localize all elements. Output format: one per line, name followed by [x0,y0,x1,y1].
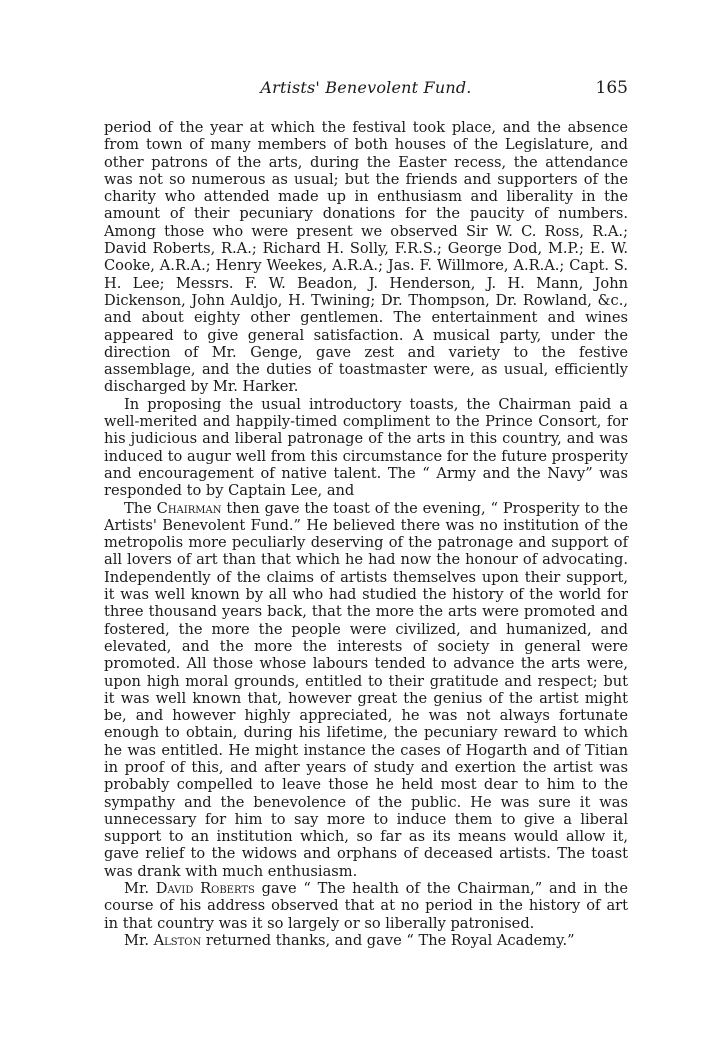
paragraph [104,932,628,949]
body-text [104,119,628,949]
paragraph-text: The [124,499,157,517]
paragraph [104,119,628,396]
page-number: 165 [595,78,628,98]
speaker-name: Alston [153,931,202,949]
speaker-name: Chairman [156,499,222,517]
running-head [104,78,628,104]
paragraph [104,396,628,500]
running-title: Artists' Benevolent Fund. [260,78,472,97]
paragraph [104,500,628,881]
paragraph-text: gave “ The health of the Chairman,” and in the course of his address observed that at no period in the history of art in that country was it so largely or so liberally patronised. [104,880,629,932]
paragraph-text: returned thanks, and gave “ The Royal Academy.” [201,931,575,949]
paragraph [104,880,628,932]
paragraph-text: Mr. [124,931,154,949]
paragraph-text: period of the year at which the festival took place, and the absence from town of many members of both houses of the Legislature, and other patrons of the arts, during the Easter recess, the attendance was not so numerous as usual; but the friends and supporters of the charity who attended made up in enthusiasm and liberality in the amount of their pecuniary donations for the paucity of numbers. Among those who were present we observed Sir W. C. Ross, R.A.; David Roberts, R.A.; Richard H. Solly, F.R.S.; George Dod, M.P.; E. W. Cooke, A.R.A.; Henry Weekes, A.R.A.; Jas. F. Willmore, A.R.A.; Capt. S. H. Lee; Messrs. F. W. Beadon, J. Henderson, J. H. Mann, John Dickenson, John Auldjo, H. Twining; Dr. Thompson, Dr. Rowland, &c., and about eighty other gentlemen. The entertainment and wines appeared to give general satisfaction. A musical party, under the direction of Mr. Genge, gave zest and variety to the festive assemblage, and the duties of toastmaster were, as usual, efficiently discharged by Mr. Harker. [104,119,628,396]
paragraph-text: then gave the toast of the evening, “ Prosperity to the Artists' Benevolent Fund.” He believed there was no institution of the metropolis more peculiarly deserving of the patronage and support of all lovers of art than that which he had now the honour of advocating. Independently of the claims of artists themselves upon their support, it was well known by all who had studied the history of the world for three thousand years back, that the more the arts were promoted and fostered, the more the people were civilized, and humanized, and elevated, and the more the interests of society in general were promoted. All those whose labours tended to advance the arts were, upon high moral grounds, entitled to their gratitude and respect; but it was well known that, however great the genius of the artist might be, and however highly appreciated, he was not always fortunate enough to obtain, during his lifetime, the pecuniary reward to which he was entitled. He might instance the cases of Hogarth and of Titian in proof of this, and after years of study and exertion the artist was probably compelled to leave those he held most dear to him to the sympathy and the benevolence of the public. He was sure it was unnecessary for him to say more to induce them to give a liberal support to an institution which, so far as its means would allow it, gave relief to the widows and orphans of deceased artists. The toast was drank with much enthusiasm. [104,499,628,880]
paragraph-text: Mr. [124,880,156,898]
paragraph-text: In proposing the usual introductory toasts, the Chairman paid a well-merited and happily-timed compliment to the Prince Consort, for his judicious and liberal patronage of the arts in this country, and was induced to augur well from this circumstance for the future prosperity and encouragement of native talent. The “ Army and the Navy” was responded to by Captain Lee, and [104,395,628,500]
speaker-name: David Roberts [155,880,255,898]
